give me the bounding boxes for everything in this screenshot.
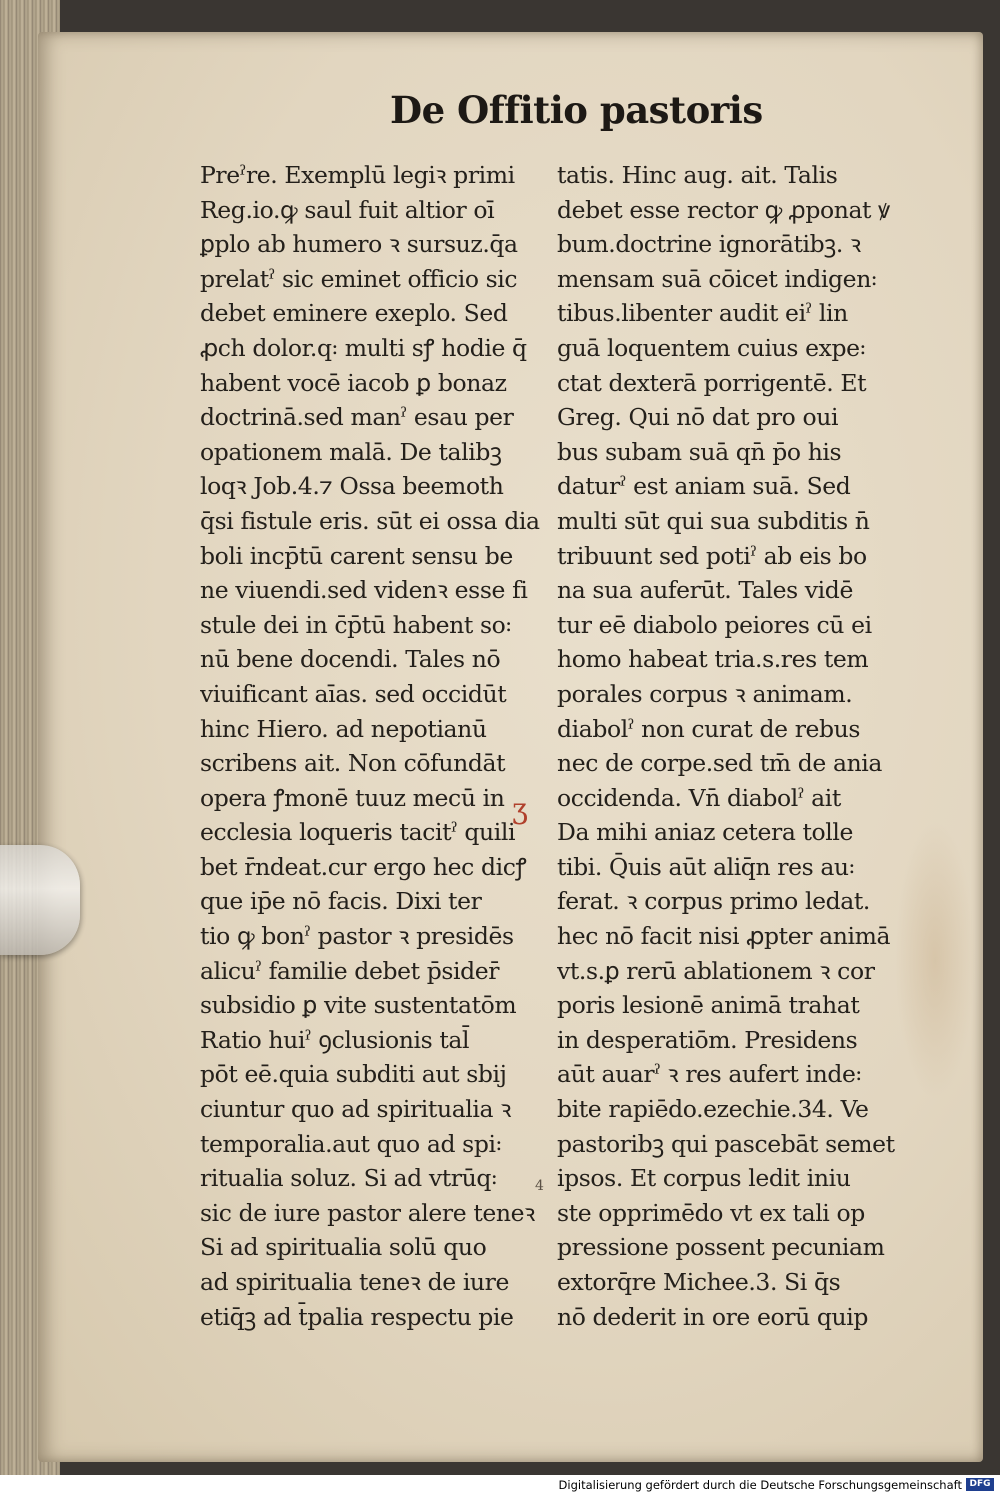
text-line: multi sūt qui sua subditis n̄ — [557, 506, 870, 535]
text-line: Preˀre. Exemplū legiꝛ primi — [200, 161, 515, 189]
text-line: ꝑplo ab humero ꝛ sursuz.q̄a — [200, 230, 518, 259]
text-line: boli incp̄tū carent sensu be — [200, 541, 513, 570]
text-line: mensam suā cōicet indigen꞉ — [557, 264, 878, 293]
text-line: poris lesionē animā trahat — [557, 991, 860, 1020]
text-line: prelatˀ sic eminet officio sic — [200, 264, 518, 293]
text-line: ctat dexterā porrigentē. Et — [557, 368, 867, 397]
text-line: bus subam suā qn̄ p̄o his — [557, 437, 842, 466]
text-line: Ratio huiˀ ꝯclusionis tal̄ — [200, 1025, 470, 1054]
right-text-column — [557, 158, 897, 1334]
text-line: debet esse rector ꝙ ꝓponat ꝟ — [557, 195, 890, 224]
text-line: porales corpus ꝛ animam. — [557, 679, 853, 708]
text-line: sic de iure pastor alere teneꝛ — [200, 1198, 535, 1227]
text-line: temporalia.aut quo ad spi꞉ — [200, 1129, 502, 1158]
text-line: pastoribꝫ qui pascebāt semet — [557, 1129, 895, 1158]
text-line: bite rapiēdo.ezechie.34. Ve — [557, 1095, 869, 1124]
text-line: homo habeat tria.s.res tem — [557, 645, 869, 674]
text-line: nū bene docendi. Tales nō — [200, 645, 501, 674]
text-line: opera ꝭmonē tuuz mecū in — [200, 783, 505, 812]
text-line: tur eē diabolo peiores cū ei — [557, 610, 872, 639]
footer-credit: Digitalisierung gefördert durch die Deutsche Forschungsgemeinschaft — [558, 1478, 962, 1492]
text-line: pōt eē.quia subditi aut sbij — [200, 1060, 507, 1089]
text-line: stule dei in c̄p̄tū habent so꞉ — [200, 610, 512, 639]
text-line: q̄si fistule eris. sūt ei ossa dia — [200, 506, 540, 535]
text-line: nec de corpe.sed tm̄ de ania — [557, 749, 883, 778]
text-line: nō dederit in ore eorū quip — [557, 1302, 869, 1331]
text-line: hinc Hiero. ad nepotianū — [200, 714, 487, 743]
text-line: tibi. Q̄uis aūt aliq̄n res au꞉ — [557, 852, 855, 881]
text-line: hec nō facit nisi ꝓpter animā — [557, 922, 891, 951]
text-line: vt.s.ꝑ rerū ablationem ꝛ cor — [557, 956, 875, 985]
text-line: aūt auarˀ ꝛ res aufert inde꞉ — [557, 1060, 862, 1089]
text-line: tio ꝙ bonˀ pastor ꝛ presidēs — [200, 922, 514, 951]
text-line: Si ad spiritualia solū quo — [200, 1233, 487, 1262]
text-line: ꝓch dolor.q꞉ multi sꝭ hodie q̄ — [200, 333, 527, 362]
text-line: ciuntur quo ad spiritualia ꝛ — [200, 1095, 511, 1124]
text-line: in desperatiōm. Presidens — [557, 1025, 858, 1054]
signature-mark: 4 — [535, 1178, 544, 1194]
text-line: bet r̄ndeat.cur ergo hec dicꝭ — [200, 852, 527, 881]
text-line: ste opprimēdo vt ex tali op — [557, 1198, 865, 1227]
text-line: Greg. Qui nō dat pro oui — [557, 403, 839, 432]
text-line: que ip̄e nō facis. Dixi ter — [200, 887, 482, 916]
text-line: Reg.io.ꝙ saul fuit altior oī — [200, 195, 495, 224]
text-line: tribuunt sed potiˀ ab eis bo — [557, 541, 867, 570]
rubric-mark: ʒ — [512, 792, 528, 825]
text-line: debet eminere exeplo. Sed — [200, 299, 508, 328]
text-line: loqꝛ Job.4.⁊ Ossa beemoth — [200, 472, 504, 501]
text-line: diabolˀ non curat de rebus — [557, 714, 861, 743]
running-head: De Offitio pastoris — [390, 88, 763, 132]
text-line: ecclesia loqueris tacitˀ quili — [200, 818, 516, 847]
text-line: ne viuendi.sed videnꝛ esse fi — [200, 576, 528, 605]
book-clasp — [0, 845, 80, 955]
text-line: alicuˀ familie debet p̄sider̄ — [200, 956, 500, 985]
text-line: ferat. ꝛ corpus primo ledat. — [557, 887, 870, 916]
text-line: tibus.libenter audit eiˀ lin — [557, 299, 848, 328]
footer-bar — [0, 1475, 1000, 1495]
text-line: bum.doctrine ignorātibꝫ. ꝛ — [557, 230, 861, 259]
text-line: na sua auferūt. Tales vidē — [557, 576, 853, 605]
text-line: occidenda. Vn̄ diabolˀ ait — [557, 783, 841, 812]
left-text-column — [200, 158, 545, 1334]
text-line: viuificant aīas. sed occidūt — [200, 679, 507, 708]
text-line: daturˀ est aniam suā. Sed — [557, 472, 851, 501]
text-line: subsidio ꝑ vite sustentatōm — [200, 991, 517, 1020]
text-line: pressione possent pecuniam — [557, 1233, 885, 1262]
text-line: ritualia soluz. Si ad vtrūq꞉ — [200, 1164, 498, 1193]
text-line: etiq̄ꝫ ad t̄palia respectu pie — [200, 1302, 514, 1331]
text-line: ipsos. Et corpus ledit iniu — [557, 1164, 851, 1193]
text-line: habent vocē iacob ꝑ bonaz — [200, 368, 507, 397]
text-line: guā loquentem cuius expe꞉ — [557, 333, 866, 362]
paper-stain — [895, 820, 975, 1100]
dfg-logo: DFG — [966, 1478, 994, 1491]
text-line: scribens ait. Non cōfundāt — [200, 749, 506, 778]
text-line: opationem malā. De talibꝫ — [200, 437, 502, 466]
text-line: extorq̄re Michee.3. Si q̄s — [557, 1268, 841, 1296]
text-line: doctrinā.sed manˀ esau per — [200, 403, 514, 432]
text-line: ad spiritualia teneꝛ de iure — [200, 1268, 510, 1296]
text-line: Da mihi aniaz cetera tolle — [557, 818, 854, 847]
text-line: tatis. Hinc aug. ait. Talis — [557, 161, 838, 189]
